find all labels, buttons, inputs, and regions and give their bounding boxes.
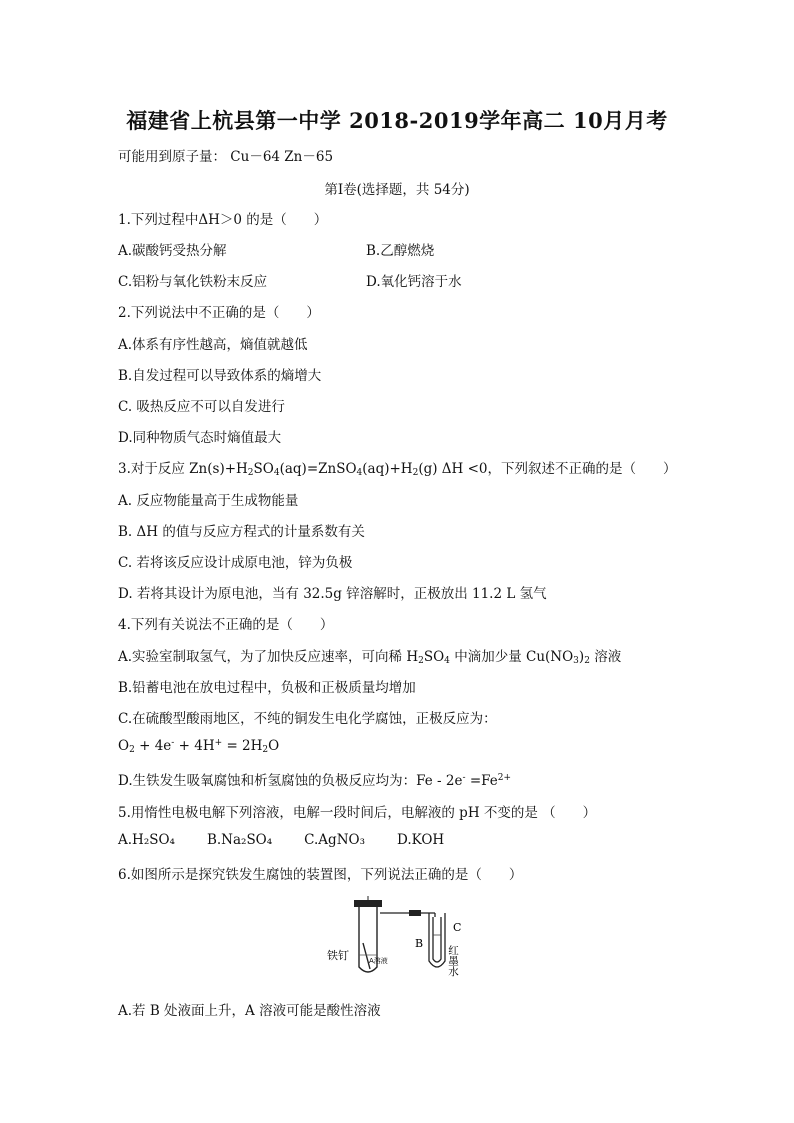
page-title: 福建省上杭县第一中学 2018-2019学年高二 10月月考 xyxy=(126,108,668,133)
label-b: B xyxy=(415,937,424,950)
q6-stem: 6.如图所示是探究铁发生腐蚀的装置图，下列说法正确的是（ ） xyxy=(118,867,523,883)
q2-stem: 2.下列说法中不正确的是（ ） xyxy=(118,305,320,321)
q4-option-d: D.生铁发生吸氧腐蚀和析氢腐蚀的负极反应均为：$Fe - 2e^- =Fe^{2+}$ xyxy=(118,773,512,789)
q6-option-a: A.若 B 处液面上升，A 溶液可能是酸性溶液 xyxy=(118,1003,381,1019)
q4-option-a: A.实验室制取氢气，为了加快反应速率，可向稀 $H_2SO_4$ 中滴加少量 $Cu(NO_3)_2$ 溶液 xyxy=(118,649,622,666)
atomic-mass-line: 可能用到原子量： Cu－64 Zn－65 xyxy=(118,149,334,165)
q2-option-b: B.自发过程可以导致体系的熵增大 xyxy=(118,368,322,384)
q2-option-c: C. 吸热反应不可以自发进行 xyxy=(118,399,285,415)
q3-stem: 3.对于反应 $Zn(s)+H_2SO_4(aq)=ZnSO_4(aq)+H_2(g)$ ΔH <0，下列叙述不正确的是（ ） xyxy=(118,461,677,478)
q4-stem: 4.下列有关说法不正确的是（ ） xyxy=(118,617,334,633)
q5-options xyxy=(118,832,476,848)
label-red-ink: 红墨水 xyxy=(447,945,459,977)
q3-option-b: B. ΔH 的值与反应方程式的计量系数有关 xyxy=(118,524,365,540)
q3-option-d: D. 若将其设计为原电池，当有 32.5g 锌溶解时，正极放出 11.2 L 氢气 xyxy=(118,586,547,602)
q5-option-a: A.H₂SO₄ xyxy=(118,832,175,848)
rubber-stopper xyxy=(354,900,382,907)
u-tube xyxy=(429,913,445,967)
corrosion-apparatus-figure xyxy=(325,895,475,980)
q4-option-c-equation: $O_2 + 4e^- + 4H^+ = 2H_2O$ xyxy=(118,738,280,755)
label-c: C xyxy=(453,921,462,934)
q3-option-a: A. 反应物能量高于生成物能量 xyxy=(118,493,299,509)
iron-nail-icon xyxy=(363,943,370,969)
label-a-solution: A溶液 xyxy=(369,957,388,965)
q2-option-a: A.体系有序性越高，熵值就越低 xyxy=(118,337,308,353)
section-heading: 第Ⅰ卷(选择题，共 54分) xyxy=(324,182,470,198)
q4-option-b: B.铅蓄电池在放电过程中，负极和正极质量均增加 xyxy=(118,680,416,696)
q2-option-d: D.同种物质气态时熵值最大 xyxy=(118,430,282,446)
q5-option-c: C.AgNO₃ xyxy=(304,832,365,848)
q1-option-c: C.铝粉与氧化铁粉末反应 xyxy=(118,274,268,290)
q5-stem: 5.用惰性电极电解下列溶液，电解一段时间后，电解液的 pH 不变的是 （ ） xyxy=(118,805,597,821)
q1-option-a: A.碳酸钙受热分解 xyxy=(118,243,227,259)
q1-stem: 1.下列过程中ΔH＞0 的是（ ） xyxy=(118,212,328,228)
q4-option-c: C.在硫酸型酸雨地区，不纯的铜发生电化学腐蚀，正极反应为： xyxy=(118,711,497,727)
q1-option-b: B.乙醇燃烧 xyxy=(366,243,435,259)
q5-option-d: D.KOH xyxy=(397,832,445,848)
q5-option-b: B.Na₂SO₄ xyxy=(206,832,273,848)
label-iron-nail: 铁钉 xyxy=(327,949,349,962)
q3-option-c: C. 若将该反应设计成原电池，锌为负极 xyxy=(118,555,353,571)
q1-option-d: D.氧化钙溶于水 xyxy=(366,274,462,290)
tube-clamp xyxy=(409,910,421,916)
apparatus-diagram xyxy=(325,895,475,980)
